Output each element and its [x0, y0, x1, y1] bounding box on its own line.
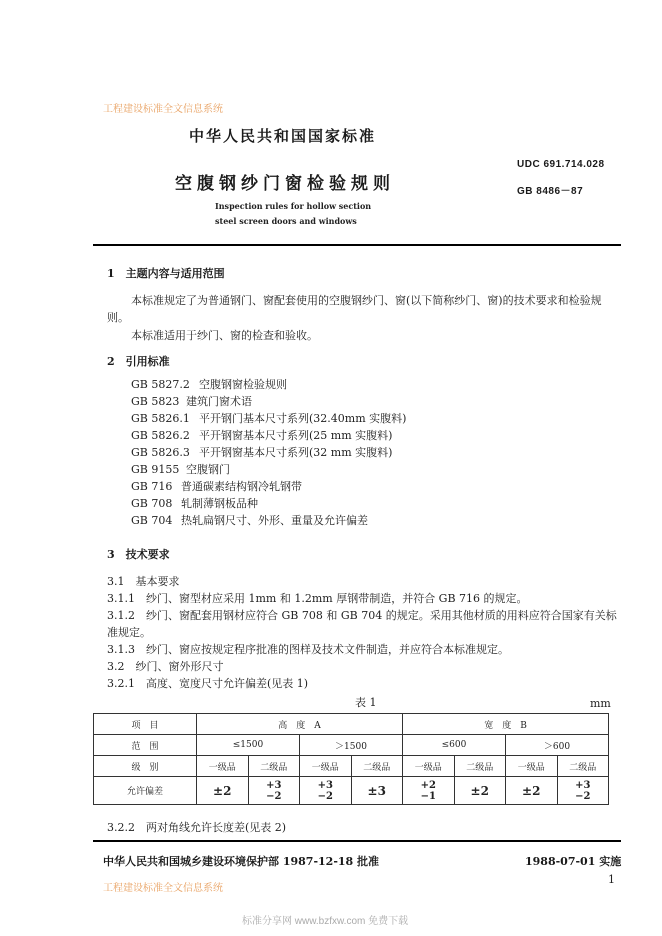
table-cell: 二级品: [248, 756, 300, 777]
table-cell: [506, 777, 558, 805]
tolerance-plus: +2: [420, 779, 436, 791]
reference-code: GB 5826.1: [131, 412, 190, 425]
section-3-1-2a: 3.1.2 纱门、窗配套用钢材应符合 GB 708 和 GB 704 的规定。采用其他材质的用料应符合国家有关标: [107, 609, 617, 622]
watermark-bottom: 工程建设标准全文信息系统: [103, 883, 223, 894]
tolerance-minus: −2: [266, 790, 282, 802]
table-cell: [197, 777, 249, 805]
tolerance-plus: +3: [575, 779, 591, 791]
table-cell: 一级品: [506, 756, 558, 777]
table-caption: 表 1: [355, 696, 377, 709]
section-1-para-1a: 本标准规定了为普通钢门、窗配套使用的空腹钢纱门、窗(以下简称纱门、窗)的技术要求和检验规: [131, 294, 602, 307]
table-cell: [454, 777, 506, 805]
tolerance-value: ±2: [522, 783, 541, 798]
table-cell: [300, 777, 352, 805]
section-1-para-2: 本标准适用于纱门、窗的检查和验收。: [131, 329, 318, 342]
reference-name: 热轧扁钢尺寸、外形、重量及允许偏差: [181, 514, 368, 527]
gb-code: GB 8486－87: [517, 186, 584, 197]
tolerance-value: ±2: [470, 783, 489, 798]
table-cell: 二级品: [454, 756, 506, 777]
approval-text: 中华人民共和国城乡建设环境保护部 1987-12-18 批准: [103, 855, 380, 868]
section-3-1-1: 3.1.1 纱门、窗型材应采用 1mm 和 1.2mm 厚钢带制造，并符合 GB 716 的规定。: [107, 592, 528, 605]
tolerance-stack: [318, 780, 333, 802]
tolerance-minus: −2: [575, 790, 591, 802]
reference-name: 平开钢窗基本尺寸系列(25 mm 实腹料): [199, 429, 393, 442]
section-3-2: 3.2 纱门、窗外形尺寸: [107, 660, 224, 673]
table-cell: 宽 度 B: [403, 714, 609, 735]
table-row: [94, 777, 609, 805]
table-row: [94, 714, 609, 735]
section-1-title: 1 主题内容与适用范围: [107, 267, 225, 280]
reference-item: [131, 376, 406, 393]
section-3-title: 3 技术要求: [107, 548, 170, 561]
table-cell: 级 别: [94, 756, 197, 777]
tolerance-stack: [421, 780, 436, 802]
page-number: 1: [608, 873, 615, 886]
reference-item: [131, 461, 406, 478]
reference-code: GB 704: [131, 514, 173, 527]
section-3-1: 3.1 基本要求: [107, 575, 180, 588]
tolerance-plus: +3: [266, 779, 282, 791]
reference-item: [131, 512, 406, 529]
reference-code: GB 5826.3: [131, 446, 190, 459]
section-2-title: 2 引用标准: [107, 355, 170, 368]
english-title-line2: steel screen doors and windows: [215, 216, 357, 226]
reference-item: [131, 410, 406, 427]
reference-code: GB 5826.2: [131, 429, 190, 442]
tolerance-minus: −1: [420, 790, 436, 802]
table-cell: 一级品: [300, 756, 352, 777]
table-cell: 一级品: [403, 756, 455, 777]
table-cell: 一级品: [197, 756, 249, 777]
reference-item: [131, 495, 406, 512]
section-3-1-2b: 准规定。: [107, 626, 151, 639]
reference-name: 空腹钢门: [186, 463, 230, 476]
reference-item: [131, 444, 406, 461]
english-title-line1: Inspection rules for hollow section: [215, 201, 372, 211]
table-cell: 二级品: [557, 756, 609, 777]
table-cell: [403, 777, 455, 805]
table-cell: 高 度 A: [197, 714, 403, 735]
reference-name: 空腹钢窗检验规则: [199, 378, 287, 391]
effective-date: 1988-07-01 实施: [525, 855, 622, 868]
page-title: 空腹钢纱门窗检验规则: [175, 174, 395, 194]
table-cell: ＞1500: [300, 735, 403, 756]
reference-code: GB 9155: [131, 463, 180, 476]
reference-name: 平开钢门基本尺寸系列(32.40mm 实腹料): [199, 412, 407, 425]
reference-item: [131, 427, 406, 444]
tolerance-table: [93, 713, 609, 805]
tolerance-minus: −2: [317, 790, 333, 802]
header-divider: [93, 244, 621, 246]
reference-name: 普通碳素结构钢冷轧钢带: [181, 480, 302, 493]
watermark-top: 工程建设标准全文信息系统: [103, 104, 223, 115]
table-cell: [351, 777, 403, 805]
standard-type: 中华人民共和国国家标准: [189, 127, 377, 145]
section-3-2-2: 3.2.2 两对角线允许长度差(见表 2): [107, 821, 287, 834]
tolerance-value: ±3: [367, 783, 386, 798]
tolerance-stack: [575, 780, 590, 802]
table-cell: ≤1500: [197, 735, 300, 756]
reference-item: [131, 393, 406, 410]
table-cell: ≤600: [403, 735, 506, 756]
reference-code: GB 716: [131, 480, 173, 493]
table-cell: [557, 777, 609, 805]
reference-item: [131, 478, 406, 495]
table-cell: [248, 777, 300, 805]
table-cell: 二级品: [351, 756, 403, 777]
reference-code: GB 708: [131, 497, 173, 510]
section-3-1-3: 3.1.3 纱门、窗应按规定程序批准的图样及技术文件制造，并应符合本标准规定。: [107, 643, 509, 656]
site-footer: 标准分享网 www.bzfxw.com 免费下载: [242, 916, 409, 927]
tolerance-plus: +3: [317, 779, 333, 791]
table-cell: 范 围: [94, 735, 197, 756]
section-1-para-1b: 则。: [107, 311, 129, 324]
reference-name: 平开钢窗基本尺寸系列(32 mm 实腹料): [199, 446, 393, 459]
reference-name: 建筑门窗术语: [186, 395, 252, 408]
tolerance-stack: [266, 780, 281, 802]
table-unit: mm: [590, 697, 611, 710]
reference-code: GB 5827.2: [131, 378, 190, 391]
reference-name: 轧制薄钢板品种: [181, 497, 258, 510]
reference-code: GB 5823: [131, 395, 180, 408]
table-row: [94, 735, 609, 756]
table-cell: ＞600: [506, 735, 609, 756]
table-cell: 项 目: [94, 714, 197, 735]
section-3-2-1: 3.2.1 高度、宽度尺寸允许偏差(见表 1): [107, 677, 309, 690]
table-cell: 允许偏差: [94, 777, 197, 805]
footer-divider: [93, 840, 621, 842]
tolerance-value: ±2: [213, 783, 232, 798]
udc-code: UDC 691.714.028: [517, 159, 605, 170]
reference-list: [131, 376, 406, 529]
table-row: [94, 756, 609, 777]
